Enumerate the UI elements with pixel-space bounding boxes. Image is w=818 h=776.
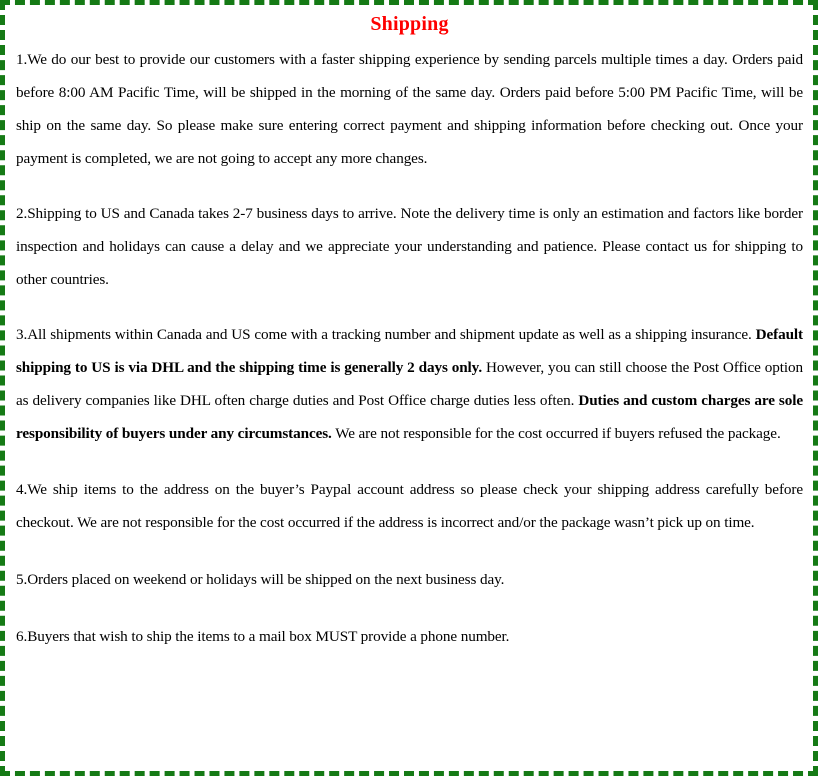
paragraph-4-address-policy: 4.We ship items to the address on the buyer’s Paypal account address so please check your shipping address carefully before checkout. We are not responsible for the cost occurred if the address is incorrect and/or the package wasn’t pick up on time. xyxy=(16,481,803,531)
paragraph-3-tracking-and-duties xyxy=(16,318,803,450)
paragraph-1-shipping-frequency: 1.We do our best to provide our customers with a faster shipping experience by sending parcels multiple times a day. Orders paid before 8:00 AM Pacific Time, will be shipped in the morning of the same day. Orders paid before 5:00 PM Pacific Time, will be ship on the same day. So please make sure entering correct payment and shipping information before checking out. Once your payment is completed, we are not going to accept any more changes. xyxy=(16,51,803,167)
paragraph-3-segment-2: However, you can still choose the Post Office option as delivery companies like DHL often charge duties and Post Office charge duties less often. xyxy=(16,359,803,409)
page-title: Shipping xyxy=(370,13,449,35)
paragraph-3-bold-duties-responsibility: Duties and custom charges are sole responsibility of buyers under any circumstances. xyxy=(16,392,803,442)
paragraph-3-segment-1: 3.All shipments within Canada and US come with a tracking number and shipment update as well as a shipping insurance. xyxy=(16,326,756,343)
paragraph-5-weekend-orders: 5.Orders placed on weekend or holidays will be shipped on the next business day. xyxy=(16,571,505,588)
paragraph-2-delivery-times: 2.Shipping to US and Canada takes 2-7 business days to arrive. Note the delivery time is only an estimation and factors like border inspection and holidays can cause a delay and we appreciate your understanding and patience. Please contact us for shipping to other countries. xyxy=(16,205,803,288)
paragraph-3-segment-3: We are not responsible for the cost occurred if buyers refused the package. xyxy=(331,425,781,442)
paragraph-6-mailbox-phone-requirement: 6.Buyers that wish to ship the items to a mail box MUST provide a phone number. xyxy=(16,628,510,645)
paragraph-3-bold-default-shipping: Default shipping to US is via DHL and the shipping time is generally 2 days only. xyxy=(16,326,803,376)
